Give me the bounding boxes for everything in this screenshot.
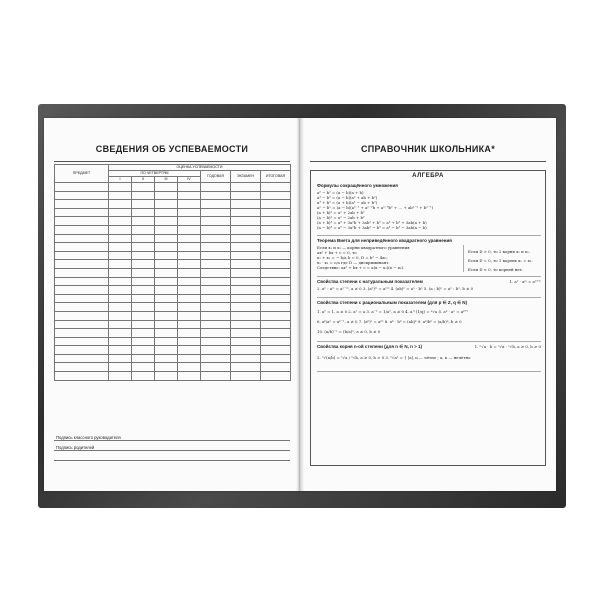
grade-cell[interactable] (201, 234, 231, 243)
subject-cell[interactable] (55, 208, 109, 217)
grade-cell[interactable] (261, 286, 291, 295)
grade-cell[interactable] (201, 311, 231, 320)
grade-cell[interactable] (231, 303, 261, 312)
grade-cell[interactable] (155, 268, 178, 277)
grade-cell[interactable] (201, 260, 231, 269)
grade-cell[interactable] (132, 311, 155, 320)
formula-line: (a − b)³ = a³ − 3a²b + 3ab² − b³ = a³ − b³ − 3ab(a − b) (317, 225, 427, 231)
formula-line: 2. aⁿ : aᵐ = aⁿ⁻ᵐ, a ≠ 0 3. (aⁿ)ᵐ = aⁿᵐ 4. (ab)ⁿ = aⁿ · bⁿ 5. (a : b)ⁿ = aⁿ : bⁿ, b ≠ 0 (317, 285, 474, 291)
quarter-4-header: IV (178, 177, 201, 183)
grade-cell[interactable] (178, 286, 201, 295)
grade-cell[interactable] (201, 346, 231, 355)
grade-cell[interactable] (231, 294, 261, 303)
grade-row (55, 337, 291, 346)
subject-cell[interactable] (55, 311, 109, 320)
divider (317, 235, 541, 236)
formula-line: Если D = 0, то 1 корень x₁ = x₂. (468, 257, 533, 263)
formula-line: (a − b)² = a² − 2ab + b² (317, 214, 365, 220)
grade-cell[interactable] (261, 208, 291, 217)
grade-cell[interactable] (178, 191, 201, 200)
grades-title: СВЕДЕНИЯ ОБ УСПЕВАЕМОСТИ (54, 144, 290, 162)
grade-cell[interactable] (201, 225, 231, 234)
grade-cell[interactable] (178, 337, 201, 346)
grade-cell[interactable] (261, 277, 291, 286)
grade-cell[interactable] (155, 208, 178, 217)
grade-row (55, 243, 291, 252)
grade-cell[interactable] (231, 183, 261, 192)
grade-cell[interactable] (178, 354, 201, 363)
grade-cell[interactable] (231, 200, 261, 209)
grade-cell[interactable] (261, 225, 291, 234)
grade-cell[interactable] (201, 303, 231, 312)
grade-cell[interactable] (201, 329, 231, 338)
formula-line: a³ − b³ = (a − b)(a² + ab + b²) (317, 194, 378, 200)
reference-title: СПРАВОЧНИК ШКОЛЬНИКА* (310, 144, 546, 162)
grade-cell[interactable] (201, 208, 231, 217)
subject-cell[interactable] (55, 260, 109, 269)
grade-cell[interactable] (178, 277, 201, 286)
formula-line: Если x₁ и x₂ — корни квадратного уравнения (317, 244, 410, 250)
grade-row (55, 363, 291, 372)
grade-cell[interactable] (261, 372, 291, 381)
grade-cell[interactable] (261, 268, 291, 277)
grade-cell[interactable] (109, 234, 132, 243)
subject-cell[interactable] (55, 346, 109, 355)
rational-powers-title: Свойства степени с рациональным показателем (для p ∈ Z, q ∈ N) (317, 300, 467, 305)
quarter-2-header: II (132, 177, 155, 183)
formula-line: Следствие: ax² + bx + c = a(x − x₁)(x − x₂). (317, 264, 405, 270)
grade-cell[interactable] (261, 234, 291, 243)
final-header: ИТОГОВАЯ (261, 171, 291, 183)
grade-cell[interactable] (261, 243, 291, 252)
vieta-title: Теорема Виета для неприведённого квадратного уравнения (317, 238, 452, 243)
grade-cell[interactable] (132, 251, 155, 260)
grade-cell[interactable] (261, 294, 291, 303)
grade-cell[interactable] (261, 217, 291, 226)
grade-cell[interactable] (109, 243, 132, 252)
grade-row (55, 277, 291, 286)
parents-signature-line[interactable] (54, 442, 290, 451)
grade-cell[interactable] (178, 346, 201, 355)
grade-cell[interactable] (231, 354, 261, 363)
grade-row (55, 260, 291, 269)
grade-cell[interactable] (109, 251, 132, 260)
grade-cell[interactable] (231, 234, 261, 243)
formula-line: 1. a⁰ = 1, a ≠ 0 2. a¹ = a 3. a⁻ⁿ = 1/aⁿ, a ≠ 0 4. a^(1/q) = ᵠ√a 5. aᵖ · aⁿ = aᵖ⁺ⁿ (317, 309, 469, 314)
grade-cell[interactable] (132, 208, 155, 217)
grade-cell[interactable] (178, 329, 201, 338)
grade-cell[interactable] (155, 191, 178, 200)
grade-cell[interactable] (132, 286, 155, 295)
formula-line: 6. aᵖ/aⁿ = aᵖ⁻ⁿ, a ≠ 0 7. (aᵖ)ⁿ = aᵖⁿ 8. aᵖ · bᵖ = (ab)ᵖ 9. aᵖ/bᵖ = (a/b)ᵖ, b ≠ 0 (317, 319, 462, 325)
subject-cell[interactable] (55, 372, 109, 381)
grade-row (55, 251, 291, 260)
grade-cell[interactable] (155, 200, 178, 209)
grade-cell[interactable] (109, 183, 132, 192)
grade-cell[interactable] (201, 200, 231, 209)
grade-cell[interactable] (132, 225, 155, 234)
grade-cell[interactable] (231, 243, 261, 252)
subject-cell[interactable] (55, 183, 109, 192)
reference-frame (310, 170, 546, 466)
formula-line: x₁ · x₂ = c/a где D — дискриминант. (317, 259, 390, 265)
formula-line: (a + b)³ = a³ + 3a²b + 3ab² + b³ = a³ + b³ + 3ab(a + b) (317, 220, 427, 226)
formula-line: ax² + bx + c = 0, то (317, 249, 357, 255)
grade-cell[interactable] (109, 260, 132, 269)
grade-cell[interactable] (109, 277, 132, 286)
grade-cell[interactable] (261, 260, 291, 269)
divider (317, 297, 541, 298)
grade-row (55, 200, 291, 209)
formula-line: a³ + b³ = (a + b)(a² − ab + b²) (317, 199, 378, 205)
grade-row (55, 294, 291, 303)
grade-cell[interactable] (231, 277, 261, 286)
formula-line: 1. aⁿ · aᵐ = aⁿ⁺ᵐ (509, 279, 541, 284)
grade-cell[interactable] (155, 363, 178, 372)
grade-row (55, 286, 291, 295)
signatures (54, 432, 290, 462)
rational-powers-block (317, 300, 541, 334)
teacher-signature-label: Подпись классного руководителя (56, 435, 121, 440)
grade-cell[interactable] (109, 346, 132, 355)
grade-cell[interactable] (261, 251, 291, 260)
grade-cell[interactable] (132, 234, 155, 243)
grade-cell[interactable] (109, 217, 132, 226)
natural-powers-block (317, 279, 541, 291)
grade-cell[interactable] (178, 311, 201, 320)
grade-cell[interactable] (178, 372, 201, 381)
subject-cell[interactable] (55, 268, 109, 277)
divider (317, 371, 541, 372)
grade-cell[interactable] (201, 277, 231, 286)
grade-cell[interactable] (201, 217, 231, 226)
parents-signature-label: Подпись родителей (56, 445, 95, 450)
grade-row (55, 354, 291, 363)
grades-header: ОЦЕНКА УСПЕВАЕМОСТИ (109, 165, 291, 171)
subject-cell[interactable] (55, 329, 109, 338)
divider (317, 276, 541, 277)
grade-cell[interactable] (261, 329, 291, 338)
vieta-right-column (463, 245, 541, 272)
grade-cell[interactable] (155, 320, 178, 329)
subject-cell[interactable] (55, 294, 109, 303)
grade-cell[interactable] (109, 311, 132, 320)
grade-cell[interactable] (231, 225, 261, 234)
grade-cell[interactable] (201, 183, 231, 192)
subject-cell[interactable] (55, 354, 109, 363)
grade-cell[interactable] (178, 200, 201, 209)
divider (317, 341, 541, 342)
grade-cell[interactable] (109, 191, 132, 200)
grade-cell[interactable] (155, 217, 178, 226)
grade-cell[interactable] (155, 225, 178, 234)
grade-cell[interactable] (178, 183, 201, 192)
grade-cell[interactable] (155, 346, 178, 355)
grade-row (55, 183, 291, 192)
subject-cell[interactable] (55, 191, 109, 200)
formula-line: 2. ⁿ√(a/b) = ⁿ√a / ⁿ√b, a ≥ 0, b > 0 3. ⁿ√aⁿ = { |a|, n — чётно ; a, n — нечётно (317, 354, 471, 360)
subject-cell[interactable] (55, 225, 109, 234)
grade-cell[interactable] (155, 337, 178, 346)
grade-cell[interactable] (201, 320, 231, 329)
grade-cell[interactable] (231, 208, 261, 217)
grade-cell[interactable] (109, 354, 132, 363)
grade-cell[interactable] (132, 183, 155, 192)
grade-row (55, 234, 291, 243)
grade-cell[interactable] (231, 217, 261, 226)
subject-cell[interactable] (55, 200, 109, 209)
formula-line: aⁿ − bⁿ = (a − b)(aⁿ⁻¹ + aⁿ⁻²b + aⁿ⁻³b² + … + abⁿ⁻² + bⁿ⁻¹) (317, 204, 434, 210)
quarters-header: ПО ЧЕТВЕРТЯМ (109, 171, 201, 177)
grade-cell[interactable] (109, 294, 132, 303)
grade-cell[interactable] (178, 303, 201, 312)
subject-cell[interactable] (55, 303, 109, 312)
grade-cell[interactable] (261, 346, 291, 355)
grade-cell[interactable] (109, 320, 132, 329)
grade-cell[interactable] (261, 191, 291, 200)
grade-cell[interactable] (261, 363, 291, 372)
grade-cell[interactable] (231, 329, 261, 338)
grade-cell[interactable] (231, 346, 261, 355)
grade-cell[interactable] (155, 303, 178, 312)
grade-cell[interactable] (261, 183, 291, 192)
grade-cell[interactable] (261, 320, 291, 329)
grade-cell[interactable] (231, 268, 261, 277)
subject-cell[interactable] (55, 234, 109, 243)
grade-cell[interactable] (231, 337, 261, 346)
grade-row (55, 217, 291, 226)
quarter-1-header: I (109, 177, 132, 183)
grade-cell[interactable] (132, 372, 155, 381)
subject-cell[interactable] (55, 320, 109, 329)
grade-cell[interactable] (178, 363, 201, 372)
formula-line: (a + b)² = a² + 2ab + b² (317, 209, 365, 215)
grade-cell[interactable] (132, 277, 155, 286)
grade-cell[interactable] (132, 268, 155, 277)
grade-cell[interactable] (231, 191, 261, 200)
formula-line: a² − b² = (a − b)(a + b) (317, 189, 364, 195)
grade-cell[interactable] (109, 208, 132, 217)
grade-cell[interactable] (109, 303, 132, 312)
quarter-3-header: III (155, 177, 178, 183)
grade-cell[interactable] (178, 234, 201, 243)
grade-cell[interactable] (155, 294, 178, 303)
grade-cell[interactable] (231, 320, 261, 329)
grade-cell[interactable] (178, 260, 201, 269)
subject-cell[interactable] (55, 363, 109, 372)
grade-cell[interactable] (155, 251, 178, 260)
grade-cell[interactable] (231, 372, 261, 381)
grade-cell[interactable] (132, 320, 155, 329)
grade-row (55, 303, 291, 312)
grade-cell[interactable] (231, 311, 261, 320)
grade-cell[interactable] (261, 200, 291, 209)
grade-cell[interactable] (201, 337, 231, 346)
grade-cell[interactable] (231, 260, 261, 269)
grade-cell[interactable] (201, 354, 231, 363)
grade-cell[interactable] (231, 363, 261, 372)
grade-cell[interactable] (231, 251, 261, 260)
grade-cell[interactable] (201, 268, 231, 277)
grade-cell[interactable] (261, 303, 291, 312)
grade-cell[interactable] (155, 329, 178, 338)
grade-row (55, 225, 291, 234)
subject-header: ПРЕДМЕТ (55, 165, 109, 183)
grade-cell[interactable] (201, 243, 231, 252)
short-multiplication-title: Формулы сокращённого умножения (317, 183, 398, 188)
grade-cell[interactable] (261, 354, 291, 363)
grades-table (54, 164, 291, 381)
formula-line: x₁ + x₂ = − b/a b = 0, D = b² − 4ac, (317, 254, 388, 260)
formula-line: 10. (a/b)⁻ⁿ = (b/a)ⁿ, a ≠ 0, b ≠ 0 (317, 329, 381, 335)
grade-cell[interactable] (155, 183, 178, 192)
grade-cell[interactable] (155, 243, 178, 252)
grade-cell[interactable] (201, 251, 231, 260)
vieta-left-column (317, 245, 457, 272)
grade-row (55, 346, 291, 355)
grade-cell[interactable] (132, 346, 155, 355)
grade-cell[interactable] (132, 260, 155, 269)
grade-cell[interactable] (155, 311, 178, 320)
signature-extra-line[interactable] (54, 452, 290, 461)
natural-powers-title: Свойства степени с натуральным показателем (317, 279, 423, 284)
vieta-block (317, 238, 541, 272)
grade-cell[interactable] (261, 337, 291, 346)
grade-cell[interactable] (201, 286, 231, 295)
grade-cell[interactable] (132, 337, 155, 346)
subject-cell[interactable] (55, 217, 109, 226)
grade-cell[interactable] (109, 286, 132, 295)
reference-page (300, 118, 556, 491)
formula-line: 1. ⁿ√a · b = ⁿ√a · ⁿ√b, a ≥ 0, b ≥ 0 (474, 344, 541, 349)
grade-cell[interactable] (178, 268, 201, 277)
grade-cell[interactable] (155, 372, 178, 381)
grade-row (55, 191, 291, 200)
grade-cell[interactable] (132, 294, 155, 303)
grade-cell[interactable] (178, 294, 201, 303)
grade-cell[interactable] (201, 372, 231, 381)
grade-cell[interactable] (109, 372, 132, 381)
short-multiplication-block (317, 183, 541, 230)
grade-cell[interactable] (201, 294, 231, 303)
grade-cell[interactable] (132, 200, 155, 209)
grade-row (55, 372, 291, 381)
grade-cell[interactable] (109, 225, 132, 234)
grade-cell[interactable] (178, 320, 201, 329)
grades-page (44, 118, 300, 491)
roots-title: Свойства корня n-ой степени (для n ∈ N, n > 1) (317, 344, 422, 349)
grade-cell[interactable] (109, 268, 132, 277)
grade-cell[interactable] (155, 286, 178, 295)
grade-cell[interactable] (109, 363, 132, 372)
grade-cell[interactable] (155, 277, 178, 286)
grade-cell[interactable] (132, 217, 155, 226)
grade-row (55, 208, 291, 217)
grade-cell[interactable] (178, 208, 201, 217)
grade-cell[interactable] (201, 363, 231, 372)
year-header: ГОДОВАЯ (201, 171, 231, 183)
grade-row (55, 320, 291, 329)
grade-cell[interactable] (155, 354, 178, 363)
subject-cell[interactable] (55, 251, 109, 260)
exam-header: ЭКЗАМЕН (231, 171, 261, 183)
grade-cell[interactable] (132, 191, 155, 200)
grade-cell[interactable] (201, 191, 231, 200)
grade-row (55, 329, 291, 338)
formula-line: Если D > 0, то 2 корня x₁ и x₂. (468, 248, 530, 254)
grade-cell[interactable] (178, 251, 201, 260)
grade-cell[interactable] (178, 217, 201, 226)
teacher-signature-line[interactable] (54, 432, 290, 441)
grade-cell[interactable] (132, 363, 155, 372)
grade-cell[interactable] (132, 303, 155, 312)
grade-row (55, 311, 291, 320)
formula-line: Если D < 0, то корней нет. (468, 266, 524, 272)
grade-row (55, 268, 291, 277)
grade-cell[interactable] (231, 286, 261, 295)
grade-cell[interactable] (132, 243, 155, 252)
subject-cell[interactable] (55, 337, 109, 346)
roots-block (317, 344, 541, 360)
grade-cell[interactable] (109, 200, 132, 209)
grade-cell[interactable] (132, 329, 155, 338)
grade-cell[interactable] (109, 329, 132, 338)
subject-cell[interactable] (55, 286, 109, 295)
grade-cell[interactable] (109, 337, 132, 346)
algebra-header: АЛГЕБРА (412, 173, 444, 179)
grade-cell[interactable] (155, 260, 178, 269)
grade-cell[interactable] (132, 354, 155, 363)
grade-cell[interactable] (178, 243, 201, 252)
subject-cell[interactable] (55, 277, 109, 286)
grade-cell[interactable] (155, 234, 178, 243)
grade-cell[interactable] (178, 225, 201, 234)
grade-cell[interactable] (261, 311, 291, 320)
subject-cell[interactable] (55, 243, 109, 252)
